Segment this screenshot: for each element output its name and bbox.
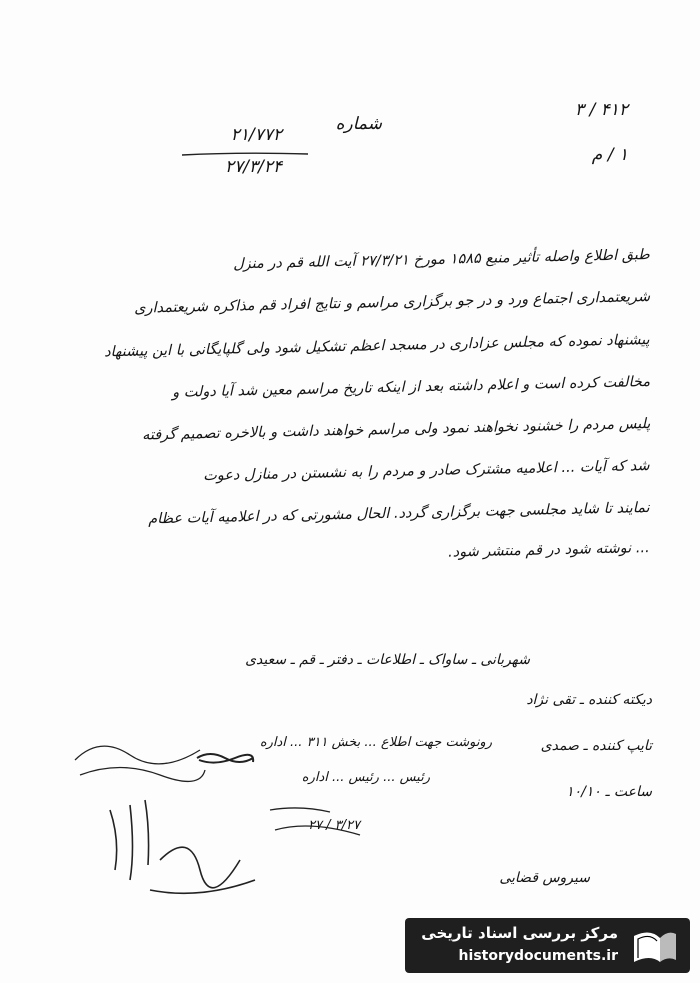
- watermark-banner: [405, 918, 690, 973]
- body-line: پلیس مردم را خشنود نخواهند نمود ولی مراسم خواهند داشت و بالاخره تصمیم گرفته: [141, 416, 651, 444]
- reference-code: ۴۱۲ / ۳: [574, 100, 628, 120]
- margin-note-date: ۳/۲۷ / ۲۷: [308, 818, 360, 833]
- date-signature-mark: [260, 800, 370, 855]
- body-line: مخالفت کرده است و اعلام داشته بعد از اینکه تاریخ مراسم معین شد آیا دولت و: [171, 374, 651, 401]
- body-line: طبق اطلاع واصله تأثیر منبع ۱۵۸۵ مورخ ۲۷/۳/۲۱ آیت الله قم در منزل: [233, 247, 651, 273]
- typed-by: تایپ کننده ـ صمدی: [540, 738, 652, 754]
- margin-note-line1: رونوشت جهت اطلاع ... بخش ۳۱۱ ... اداره: [259, 735, 492, 750]
- margin-note-line2: رئیس ... رئیس ... اداره: [301, 770, 430, 785]
- signer-name: سیروس قضایی: [499, 870, 590, 886]
- distribution-line: شهربانی ـ ساواک ـ اطلاعات ـ دفتر ـ قم ـ سعیدی: [245, 652, 530, 668]
- number-label: شماره: [335, 114, 382, 134]
- watermark-url: historydocuments.ir: [458, 948, 618, 964]
- body-line: شریعتمداری اجتماع ورد و در جو برگزاری مراسم و نتایج افراد قم مذاکره شریعتمداری: [133, 289, 651, 317]
- time: ساعت ـ ۱۰/۱۰: [566, 784, 652, 800]
- body-line: پیشنهاد نموده که مجلس عزاداری در مسجد اعظم تشکیل شود ولی گلپایگانی با این پیشنهاد: [104, 332, 651, 361]
- reference-label: ۱ / م: [591, 145, 628, 165]
- dictated-by: دیکته کننده ـ تقی نژاد: [526, 692, 652, 708]
- number-value: ۲۱/۷۷۲: [230, 125, 282, 145]
- scribble-stamp-mark: [70, 730, 210, 790]
- signature-mark: [90, 790, 260, 910]
- scribble-crossout: [195, 748, 255, 768]
- body-line: ... نوشته شود در قم منتشر شود.: [448, 540, 651, 561]
- archive-logo-icon: [630, 924, 680, 968]
- watermark-title: مرکز بررسی اسناد تاریخی: [421, 924, 618, 942]
- date-value: ۲۷/۳/۲۴: [224, 157, 282, 177]
- body-line: شد که آیات ... اعلامیه مشترک صادر و مردم را به نشستن در منازل دعوت: [203, 458, 651, 485]
- body-line: نمایند تا شاید مجلسی جهت برگزاری گردد. الحال مشورتی که در اعلامیه آیات عظام: [148, 500, 651, 528]
